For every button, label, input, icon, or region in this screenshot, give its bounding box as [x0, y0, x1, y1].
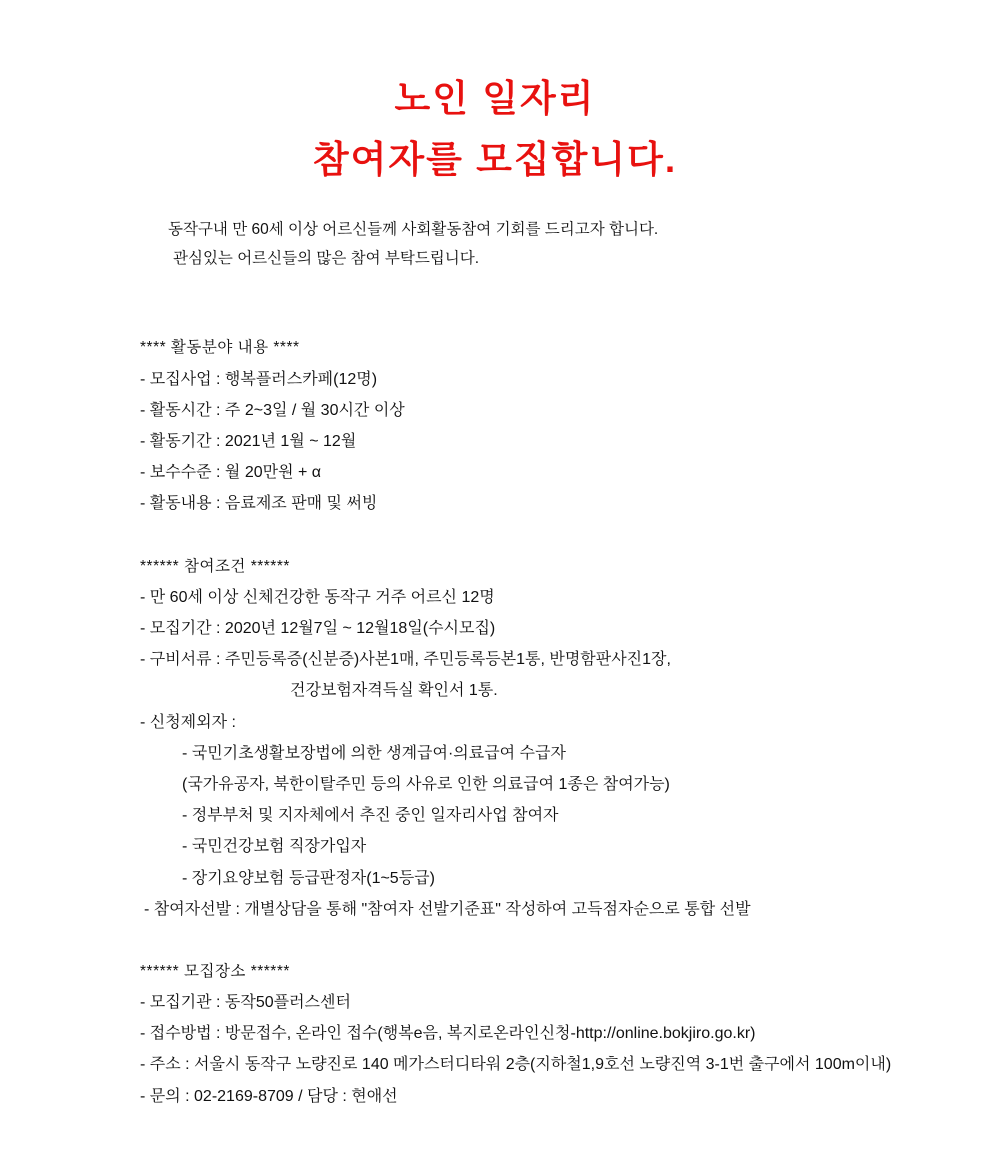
sub-list-item: - 국민기초생활보장법에 의한 생계급여·의료급여 수급자: [182, 744, 566, 762]
list-item: - 활동내용 : 음료제조 판매 및 써빙: [140, 495, 378, 513]
intro-line-1: 동작구내 만 60세 이상 어르신들께 사회활동참여 기회를 드리고자 합니다.: [168, 221, 659, 239]
intro-line-2: 관심있는 어르신들의 많은 참여 부탁드립니다.: [173, 249, 480, 267]
sub-list-item: - 장기요양보험 등급판정자(1~5등급): [182, 869, 435, 887]
sub-list-note: (국가유공자, 북한이탈주민 등의 사유로 인한 의료급여 1종은 참여가능): [182, 775, 670, 793]
section-place: [0, 957, 990, 1112]
list-item: - 모집사업 : 행복플러스카페(12명): [140, 370, 378, 388]
title-line-2: 참여자를 모집합니다.: [312, 139, 678, 181]
section-activity-heading: **** 활동분야 내용 ****: [140, 339, 300, 357]
list-item: - 신청제외자 :: [140, 713, 236, 731]
section-place-heading: ****** 모집장소 ******: [140, 962, 290, 980]
list-item: - 참여자선발 : 개별상담을 통해 "참여자 선발기준표" 작성하여 고득점자순으로 통합 선발: [144, 900, 751, 918]
list-item: - 주소 : 서울시 동작구 노량진로 140 메가스터디타워 2층(지하철1,9호선 노량진역 3-1번 출구에서 100m이내): [140, 1056, 892, 1074]
list-item: - 구비서류 : 주민등록증(신분증)사본1매, 주민등록등본1통, 반명함판사진1장,: [140, 651, 671, 669]
list-item: - 접수방법 : 방문접수, 온라인 접수(행복e음, 복지로온라인신청-http://online.bokjiro.go.kr): [140, 1025, 756, 1043]
list-item: - 만 60세 이상 신체건강한 동작구 거주 어르신 12명: [140, 588, 495, 606]
list-item: - 모집기관 : 동작50플러스센터: [140, 994, 351, 1012]
list-item: - 활동기간 : 2021년 1월 ~ 12월: [140, 433, 357, 451]
list-item: - 보수수준 : 월 20만원 + α: [140, 464, 322, 482]
section-condition-heading: ****** 참여조건 ******: [140, 557, 290, 575]
list-item: - 활동시간 : 주 2~3일 / 월 30시간 이상: [140, 401, 405, 419]
page-title: [0, 0, 990, 190]
list-item-continuation: 건강보험자격득실 확인서 1통.: [290, 682, 498, 700]
sub-list-item: - 국민건강보험 직장가입자: [182, 838, 367, 856]
section-condition: [0, 552, 990, 925]
title-line-1: 노인 일자리: [394, 78, 596, 119]
sub-list-item: - 정부부처 및 지자체에서 추진 중인 일자리사업 참여자: [182, 807, 559, 825]
intro-paragraph: [0, 216, 990, 273]
section-activity: [0, 333, 990, 519]
list-item: - 문의 : 02-2169-8709 / 담당 : 현애선: [140, 1087, 398, 1105]
list-item: - 모집기간 : 2020년 12월7일 ~ 12월18일(수시모집): [140, 620, 496, 637]
